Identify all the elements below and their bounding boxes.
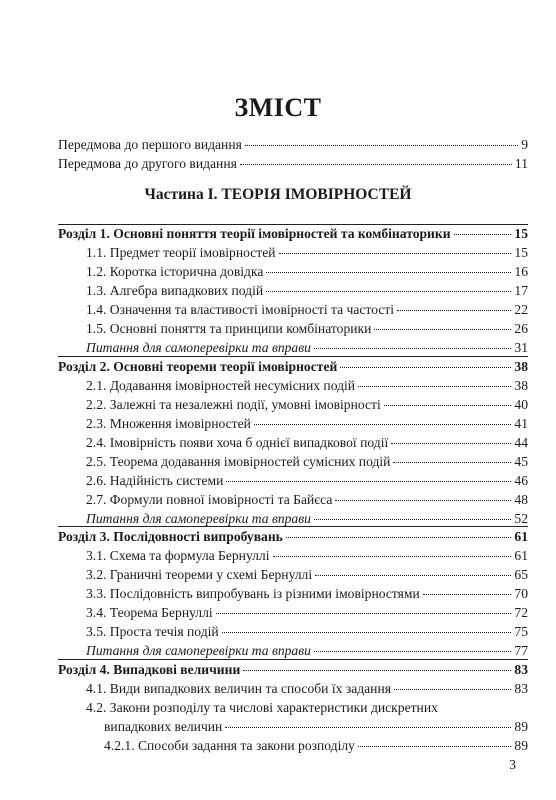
leader-dots <box>423 594 512 595</box>
leader-dots <box>273 556 512 557</box>
toc-entry-page: 70 <box>514 586 528 601</box>
toc-entry-label: 2.1. Додавання імовірностей несумісних подій <box>86 378 356 393</box>
toc-entry-label: 1.3. Алгебра випадкових подій <box>86 283 264 298</box>
toc-entry-label: 1.4. Означення та властивості імовірності та частості <box>86 302 395 317</box>
leader-dots <box>266 272 511 273</box>
toc-entry-label-line1: 4.2. Закони розподілу та числові характеристики дискретних <box>86 700 438 715</box>
leader-dots <box>314 348 511 349</box>
section-heading-page: 83 <box>514 662 528 677</box>
toc-entry[interactable] <box>58 137 528 153</box>
toc-entry-page: 45 <box>514 454 528 469</box>
leader-dots <box>314 651 511 652</box>
section-divider <box>58 356 528 357</box>
toc-entry-page: 89 <box>514 719 528 734</box>
leader-dots <box>225 727 511 728</box>
leader-dots <box>314 519 511 520</box>
toc-entry[interactable] <box>104 738 528 754</box>
toc-entry-page: 77 <box>514 643 528 658</box>
page-title: ЗМІСТ <box>234 93 322 122</box>
section-heading-page: 38 <box>514 359 528 374</box>
toc-entry-label: 2.7. Формули повної імовірності та Байєса <box>86 492 333 507</box>
leader-dots <box>335 500 511 501</box>
toc-entry-page: 22 <box>514 302 528 317</box>
toc-entry[interactable] <box>86 492 528 508</box>
leader-dots <box>393 462 511 463</box>
leader-dots <box>245 145 518 146</box>
toc-entry-page: 65 <box>514 567 528 582</box>
toc-entry-label: 2.2. Залежні та незалежні події, умовні імовірності <box>86 397 381 412</box>
toc-entry[interactable] <box>86 454 528 470</box>
section-heading-page: 15 <box>514 226 528 241</box>
leader-dots <box>243 670 511 671</box>
toc-entry-label: 1.5. Основні поняття та принципи комбінаторики <box>86 321 372 336</box>
toc-entry[interactable] <box>86 681 528 697</box>
leader-dots <box>391 443 511 444</box>
toc-entry-label: 3.5. Проста течія подій <box>86 624 219 639</box>
toc-entry[interactable] <box>86 473 528 489</box>
toc-entry[interactable] <box>86 605 528 621</box>
section-heading-label: Розділ 3. Послідовності випробувань <box>58 529 283 544</box>
toc-entry-label: випадкових величин <box>104 719 223 734</box>
section-heading[interactable] <box>58 226 528 242</box>
toc-entry-page: 46 <box>514 473 528 488</box>
toc-entry-label: Питання для самоперевірки та вправи <box>86 643 311 658</box>
toc-entry-label: Питання для самоперевірки та вправи <box>86 511 311 526</box>
section-heading-label: Розділ 4. Випадкові величини <box>58 662 241 677</box>
toc-entry[interactable] <box>86 302 528 318</box>
leader-dots <box>286 537 512 538</box>
leader-dots <box>358 746 511 747</box>
toc-entry-page: 31 <box>514 340 528 355</box>
leader-dots <box>374 329 511 330</box>
leader-dots <box>394 689 511 690</box>
toc-entry-exercises[interactable] <box>86 340 528 356</box>
toc-entry[interactable] <box>86 397 528 413</box>
toc-entry-page: 9 <box>521 137 528 152</box>
toc-entry-label: 3.3. Послідовність випробувань із різними імовірностями <box>86 586 420 601</box>
section-divider <box>58 224 528 225</box>
toc-entry-label: 3.4. Теорема Бернуллі <box>86 605 213 620</box>
toc-entry[interactable] <box>86 283 528 299</box>
toc-entry-label: Передмова до другого видання <box>58 156 237 171</box>
toc-entry[interactable] <box>86 624 528 640</box>
toc-entry[interactable] <box>86 435 528 451</box>
toc-entry-page: 48 <box>514 492 528 507</box>
toc-entry-page: 89 <box>514 738 528 753</box>
toc-entry-page: 26 <box>514 321 528 336</box>
toc-entry[interactable] <box>86 567 528 583</box>
toc-entry[interactable] <box>86 416 528 432</box>
leader-dots <box>340 367 511 368</box>
toc-entry-exercises[interactable] <box>86 643 528 659</box>
toc-entry-label: Питання для самоперевірки та вправи <box>86 340 311 355</box>
leader-dots <box>315 575 511 576</box>
section-heading-label: Розділ 2. Основні теореми теорії імовірностей <box>58 359 338 374</box>
section-divider <box>58 659 528 660</box>
section-heading[interactable] <box>58 359 528 375</box>
toc-entry-label: 2.4. Імовірність появи хоча б однієї випадкової події <box>86 435 389 450</box>
toc-entry-page: 17 <box>514 283 528 298</box>
leader-dots <box>384 405 512 406</box>
leader-dots <box>216 613 512 614</box>
toc-entry-page: 83 <box>514 681 528 696</box>
toc-entry[interactable] <box>104 719 528 735</box>
section-heading-label: Розділ 1. Основні поняття теорії імовірностей та комбінаторики <box>58 226 451 241</box>
section-heading[interactable] <box>58 529 528 545</box>
toc-entry-label: 2.3. Множення імовірностей <box>86 416 251 431</box>
toc-entry-label: Передмова до першого видання <box>58 137 242 152</box>
leader-dots <box>397 310 511 311</box>
leader-dots <box>222 632 512 633</box>
section-heading-page: 61 <box>514 529 528 544</box>
toc-entry-exercises[interactable] <box>86 511 528 527</box>
section-heading[interactable] <box>58 662 528 678</box>
toc-entry-label: 1.2. Коротка історична довідка <box>86 264 264 279</box>
leader-dots <box>226 481 511 482</box>
toc-entry-page: 38 <box>514 378 528 393</box>
toc-entry[interactable] <box>58 156 528 172</box>
toc-entry-page: 61 <box>514 548 528 563</box>
toc-entry-page: 75 <box>514 624 528 639</box>
toc-entry-page: 11 <box>514 156 528 171</box>
leader-dots <box>266 291 511 292</box>
leader-dots <box>279 253 512 254</box>
toc-entry-label: 3.2. Граничні теореми у схемі Бернуллі <box>86 567 313 582</box>
toc-entry-label: 2.5. Теорема додавання імовірностей сумісних подій <box>86 454 391 469</box>
page-number: 3 <box>509 757 516 772</box>
toc-entry[interactable] <box>86 378 528 394</box>
toc-entry[interactable] <box>86 264 528 280</box>
toc-entry-label: 4.1. Види випадкових величин та способи їх задання <box>86 681 391 696</box>
part-heading: Частина I. ТЕОРІЯ ІМОВІРНОСТЕЙ <box>144 186 412 203</box>
leader-dots <box>358 386 511 387</box>
toc-entry-label: 3.1. Схема та формула Бернуллі <box>86 548 270 563</box>
section-divider <box>58 526 528 527</box>
toc-entry-page: 40 <box>514 397 528 412</box>
toc-entry-page: 16 <box>514 264 528 279</box>
toc-entry-page: 72 <box>514 605 528 620</box>
toc-entry-label: 4.2.1. Способи задання та закони розподілу <box>104 738 355 753</box>
toc-entry-label: 1.1. Предмет теорії імовірностей <box>86 245 276 260</box>
toc-entry-page: 44 <box>514 435 528 450</box>
toc-entry-page: 41 <box>514 416 528 431</box>
toc-entry-page: 15 <box>514 245 528 260</box>
toc-entry[interactable] <box>86 245 528 261</box>
toc-entry-label: 2.6. Надійність системи <box>86 473 224 488</box>
leader-dots <box>254 424 511 425</box>
toc-entry[interactable] <box>86 548 528 564</box>
toc-entry[interactable] <box>86 321 528 337</box>
leader-dots <box>240 164 512 165</box>
leader-dots <box>454 234 512 235</box>
toc-entry[interactable] <box>86 586 528 602</box>
toc-entry-page: 52 <box>514 511 528 526</box>
